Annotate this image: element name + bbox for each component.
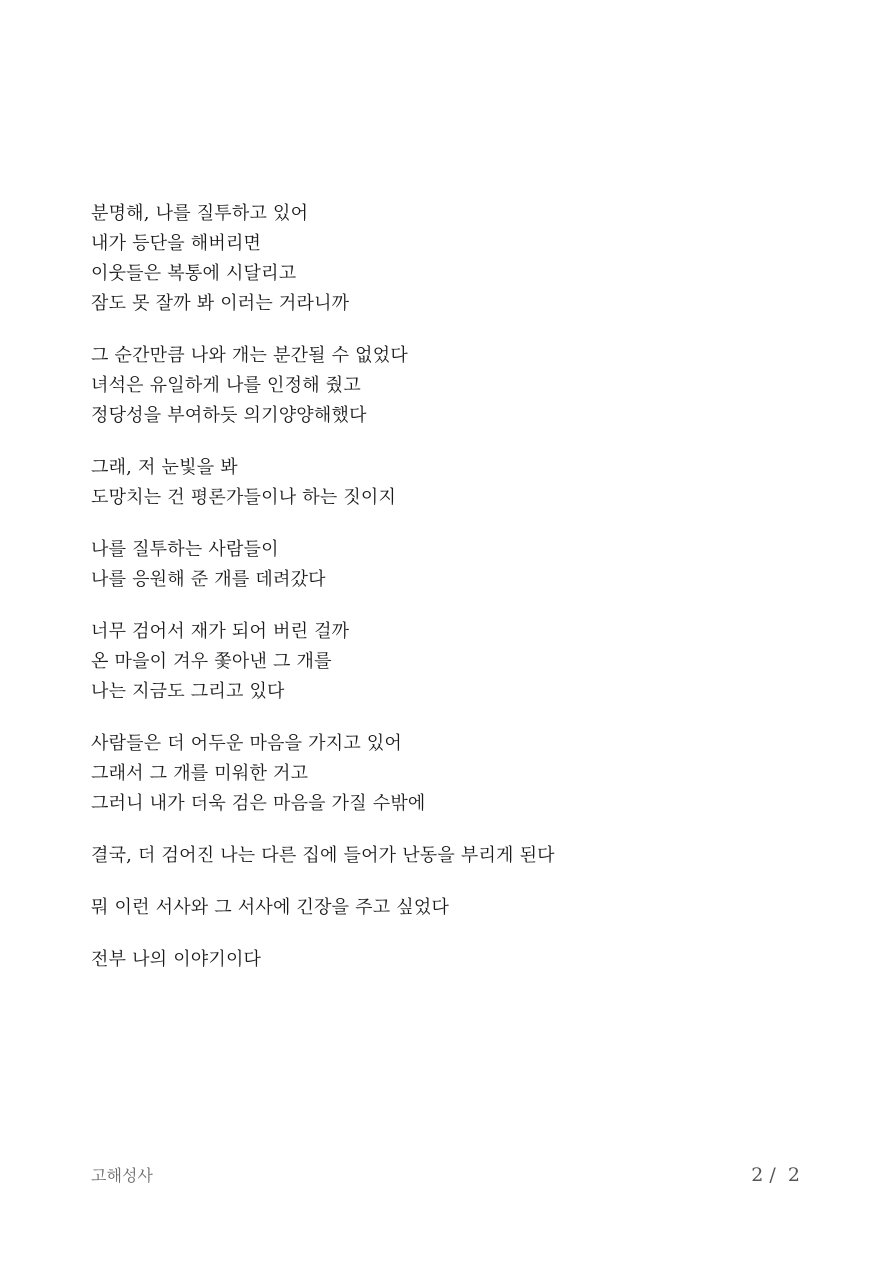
poem-line: 전부 나의 이야기이다 <box>91 949 262 970</box>
page-total: 2 <box>787 1164 800 1186</box>
poem-line: 잠도 못 잘까 봐 이러는 거라니까 <box>91 293 350 314</box>
stanza-7 <box>91 841 831 871</box>
stanza-8 <box>91 893 831 923</box>
poem-line: 그래서 그 개를 미워한 거고 <box>91 763 309 784</box>
poem-body <box>91 199 831 997</box>
page-separator: / <box>769 1164 776 1186</box>
poem-line: 내가 등단을 해버리면 <box>91 233 262 254</box>
poem-line: 이웃들은 복통에 시달리고 <box>91 263 297 284</box>
poem-line: 나는 지금도 그리고 있다 <box>91 681 285 702</box>
poem-line: 그러니 내가 더욱 검은 마음을 가질 수밖에 <box>91 793 426 814</box>
footer-document-title: 고해성사 <box>91 1166 153 1185</box>
poem-line: 나를 응원해 준 개를 데려갔다 <box>91 569 326 590</box>
poem-line: 그래, 저 눈빛을 봐 <box>91 457 238 478</box>
poem-line: 결국, 더 검어진 나는 다른 집에 들어가 난동을 부리게 된다 <box>91 845 555 866</box>
poem-line: 뭐 이런 서사와 그 서사에 긴장을 주고 싶었다 <box>91 897 450 918</box>
poem-line: 정당성을 부여하듯 의기양양해했다 <box>91 405 367 426</box>
page-current: 2 <box>751 1164 764 1186</box>
poem-line: 나를 질투하는 사람들이 <box>91 539 279 560</box>
poem-line: 온 마을이 겨우 쫓아낸 그 개를 <box>91 651 332 672</box>
poem-line: 너무 검어서 재가 되어 버린 걸까 <box>91 621 350 642</box>
stanza-9 <box>91 945 831 975</box>
poem-line: 도망치는 건 평론가들이나 하는 짓이지 <box>91 487 397 508</box>
poem-line: 분명해, 나를 질투하고 있어 <box>91 203 309 224</box>
poem-line: 녀석은 유일하게 나를 인정해 줬고 <box>91 375 361 396</box>
stanza-1 <box>91 199 831 319</box>
poem-line: 그 순간만큼 나와 개는 분간될 수 없었다 <box>91 345 408 366</box>
poem-line: 사람들은 더 어두운 마음을 가지고 있어 <box>91 733 403 754</box>
stanza-3 <box>91 453 831 513</box>
page-number <box>751 1162 800 1188</box>
stanza-4 <box>91 535 831 595</box>
stanza-5 <box>91 617 831 707</box>
stanza-6 <box>91 729 831 819</box>
stanza-2 <box>91 341 831 431</box>
